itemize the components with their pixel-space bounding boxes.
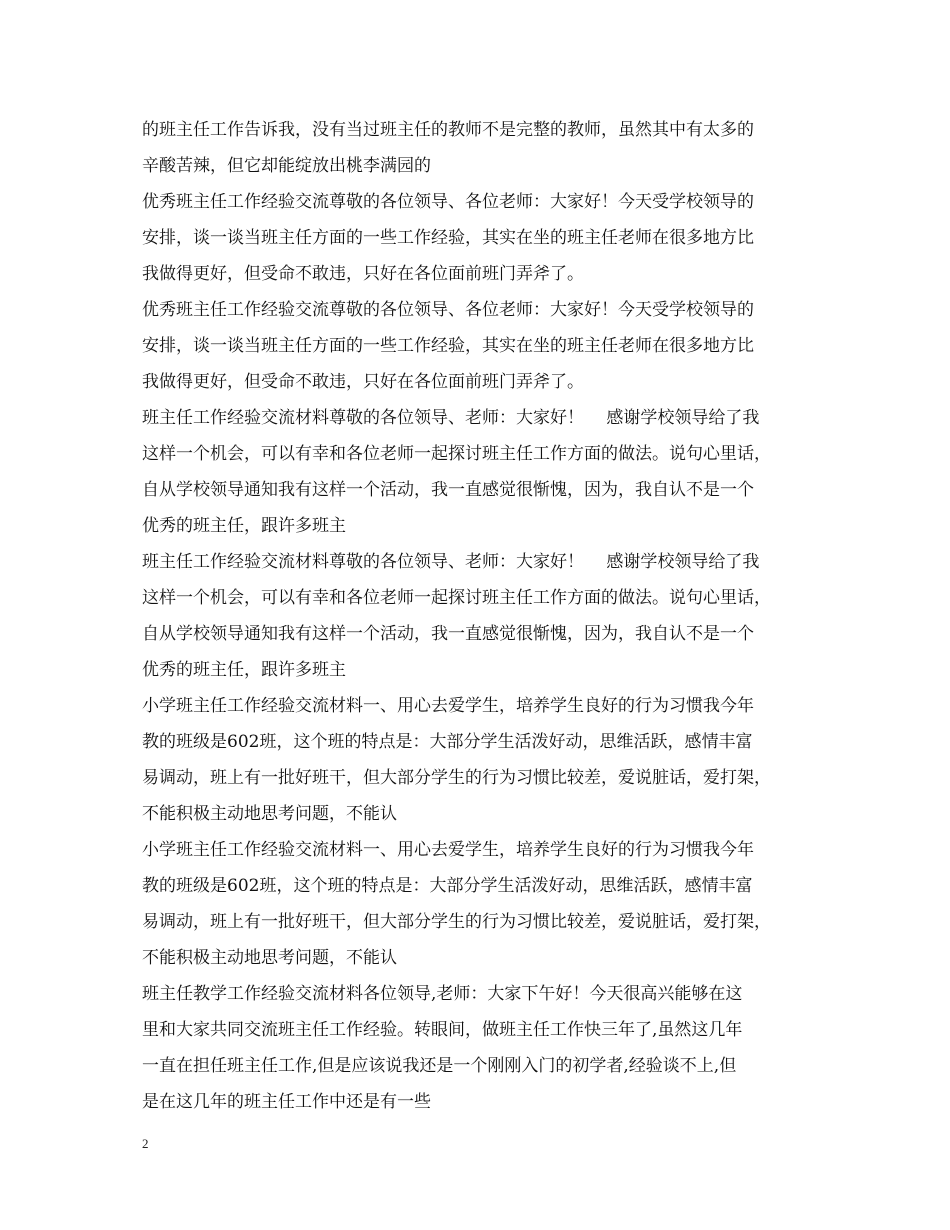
paragraph-3 [142, 292, 822, 400]
text-line: 的班主任工作告诉我，没有当过班主任的教师不是完整的教师，虽然其中有太多的 [142, 120, 754, 140]
text-line: 优秀的班主任，跟许多班主 [142, 516, 346, 536]
text-line: 小学班主任工作经验交流材料一、用心去爱学生，培养学生良好的行为习惯我今年 [142, 696, 754, 716]
text-line: 我做得更好，但受命不敢违，只好在各位面前班门弄斧了。 [142, 372, 584, 392]
text-line: 优秀班主任工作经验交流尊敬的各位领导、各位老师：大家好！今天受学校领导的 [142, 192, 754, 212]
paragraph-1 [142, 112, 822, 184]
text-line: 安排，谈一谈当班主任方面的一些工作经验，其实在坐的班主任老师在很多地方比 [142, 228, 754, 248]
text-line: 不能积极主动地思考问题，不能认 [142, 804, 397, 824]
text-line: 易调动，班上有一批好班干，但大部分学生的行为习惯比较差，爱说脏话，爱打架， [142, 768, 771, 788]
text-line: 里和大家共同交流班主任工作经验。转眼间，做班主任工作快三年了,虽然这几年 [142, 1020, 743, 1040]
text-line: 这样一个机会，可以有幸和各位老师一起探讨班主任工作方面的做法。说句心里话， [142, 588, 771, 608]
paragraph-8 [142, 976, 822, 1120]
text-line: 一直在担任班主任工作,但是应该说我还是一个刚刚入门的初学者,经验谈不上,但 [142, 1056, 737, 1076]
text-line: 我做得更好，但受命不敢违，只好在各位面前班门弄斧了。 [142, 264, 584, 284]
text-line: 优秀的班主任，跟许多班主 [142, 660, 346, 680]
paragraph-5 [142, 544, 822, 688]
paragraph-7 [142, 832, 822, 976]
text-line: 优秀班主任工作经验交流尊敬的各位领导、各位老师：大家好！今天受学校领导的 [142, 300, 754, 320]
text-line: 自从学校领导通知我有这样一个活动，我一直感觉很惭愧，因为，我自认不是一个 [142, 624, 754, 644]
text-line: 班主任工作经验交流材料尊敬的各位领导、老师：大家好！ 感谢学校领导给了我 [142, 408, 760, 428]
text-line: 是在这几年的班主任工作中还是有一些 [142, 1092, 431, 1112]
text-line: 不能积极主动地思考问题，不能认 [142, 948, 397, 968]
text-line: 自从学校领导通知我有这样一个活动，我一直感觉很惭愧，因为，我自认不是一个 [142, 480, 754, 500]
paragraph-2 [142, 184, 822, 292]
text-line: 辛酸苦辣，但它却能绽放出桃李满园的 [142, 156, 431, 176]
text-line: 教的班级是602班，这个班的特点是：大部分学生活泼好动，思维活跃，感情丰富 [142, 876, 753, 896]
paragraph-6 [142, 688, 822, 832]
paragraph-4 [142, 400, 822, 544]
page-number: 2 [142, 1136, 149, 1151]
text-line: 小学班主任工作经验交流材料一、用心去爱学生，培养学生良好的行为习惯我今年 [142, 840, 754, 860]
text-line: 这样一个机会，可以有幸和各位老师一起探讨班主任工作方面的做法。说句心里话， [142, 444, 771, 464]
text-line: 班主任教学工作经验交流材料各位领导,老师：大家下午好！今天很高兴能够在这 [142, 984, 743, 1004]
text-line: 教的班级是602班，这个班的特点是：大部分学生活泼好动，思维活跃，感情丰富 [142, 732, 753, 752]
document-body [142, 112, 822, 1120]
text-line: 班主任工作经验交流材料尊敬的各位领导、老师：大家好！ 感谢学校领导给了我 [142, 552, 760, 572]
text-line: 安排，谈一谈当班主任方面的一些工作经验，其实在坐的班主任老师在很多地方比 [142, 336, 754, 356]
text-line: 易调动，班上有一批好班干，但大部分学生的行为习惯比较差，爱说脏话，爱打架， [142, 912, 771, 932]
